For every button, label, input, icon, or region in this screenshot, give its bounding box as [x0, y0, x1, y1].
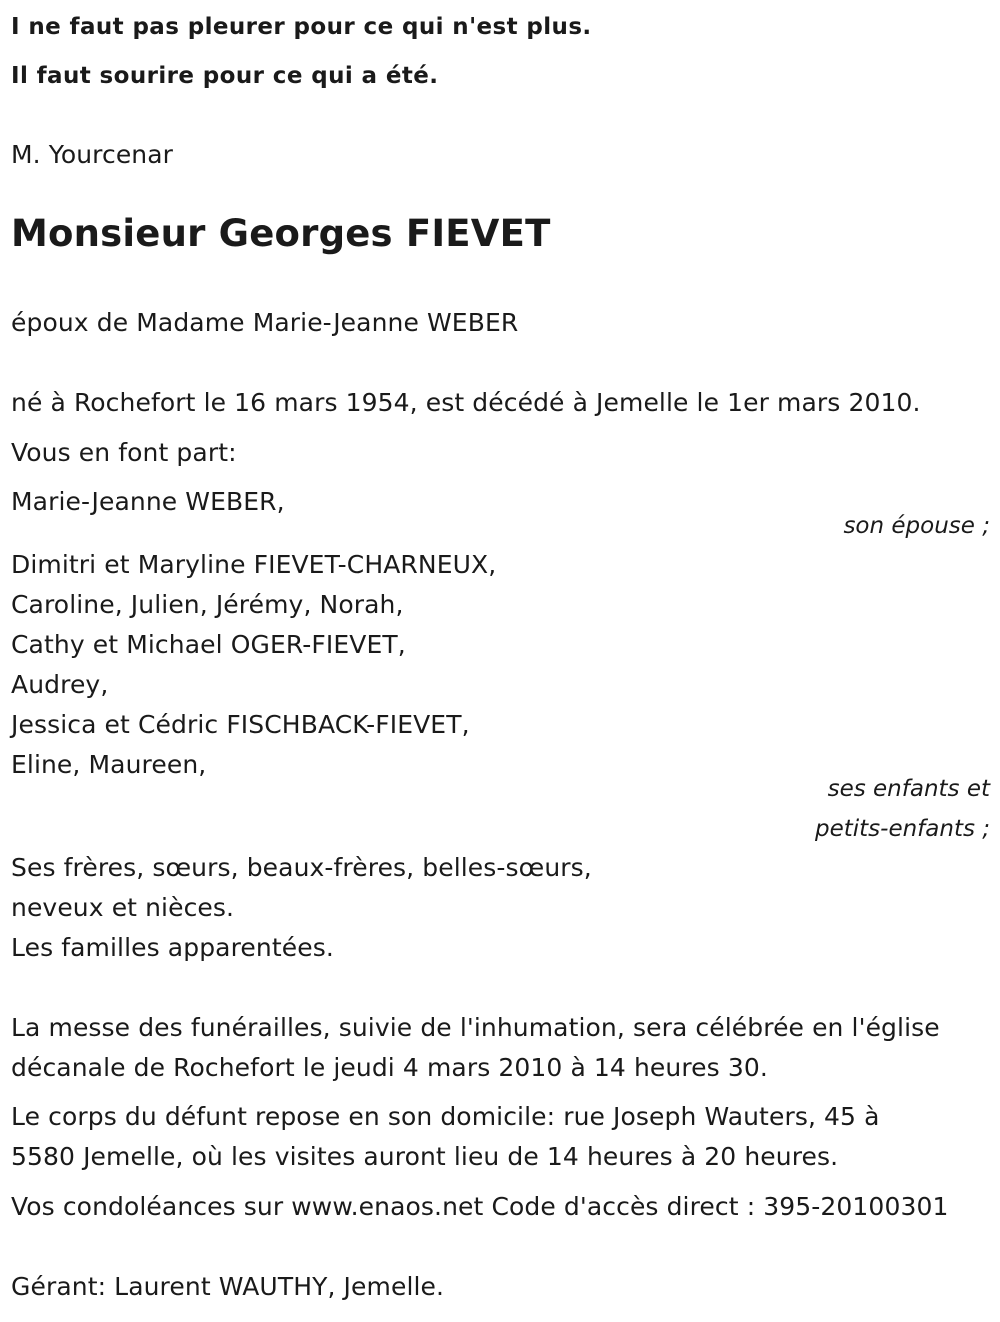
- spouse-relation: son épouse ;: [843, 513, 990, 539]
- list-item: Ses frères, sœurs, beaux-frères, belles-sœurs,: [11, 853, 592, 882]
- quote-line-1: I ne faut pas pleurer pour ce qui n'est plus.: [11, 14, 592, 40]
- spouse-name: Marie-Jeanne WEBER,: [11, 487, 285, 516]
- condolences-line: Vos condoléances sur www.enaos.net Code d'accès direct : 395-20100301: [11, 1192, 949, 1221]
- mass-line-1: La messe des funérailles, suivie de l'inhumation, sera célébrée en l'église: [11, 1013, 940, 1042]
- list-item: Les familles apparentées.: [11, 933, 334, 962]
- children-relation-2: petits-enfants ;: [814, 816, 990, 842]
- announcement-intro: Vous en font part:: [11, 438, 237, 467]
- manager-line: Gérant: Laurent WAUTHY, Jemelle.: [11, 1272, 445, 1301]
- list-item: Caroline, Julien, Jérémy, Norah,: [11, 590, 404, 619]
- spouse-line: époux de Madame Marie-Jeanne WEBER: [11, 308, 519, 337]
- list-item: neveux et nièces.: [11, 893, 235, 922]
- quote-line-2: Il faut sourire pour ce qui a été.: [11, 63, 439, 89]
- list-item: Cathy et Michael OGER-FIEVET,: [11, 630, 406, 659]
- list-item: Jessica et Cédric FISCHBACK-FIEVET,: [11, 710, 470, 739]
- children-relation-1: ses enfants et: [827, 776, 990, 802]
- rest-line-1: Le corps du défunt repose en son domicile: rue Joseph Wauters, 45 à: [11, 1102, 880, 1131]
- mass-line-2: décanale de Rochefort le jeudi 4 mars 2010 à 14 heures 30.: [11, 1053, 768, 1082]
- deceased-name: Monsieur Georges FIEVET: [11, 212, 551, 255]
- birth-death-line: né à Rochefort le 16 mars 1954, est décédé à Jemelle le 1er mars 2010.: [11, 388, 921, 417]
- list-item: Audrey,: [11, 670, 109, 699]
- quote-author: M. Yourcenar: [11, 140, 174, 169]
- rest-line-2: 5580 Jemelle, où les visites auront lieu de 14 heures à 20 heures.: [11, 1142, 839, 1171]
- list-item: Eline, Maureen,: [11, 750, 207, 779]
- list-item: Dimitri et Maryline FIEVET-CHARNEUX,: [11, 550, 497, 579]
